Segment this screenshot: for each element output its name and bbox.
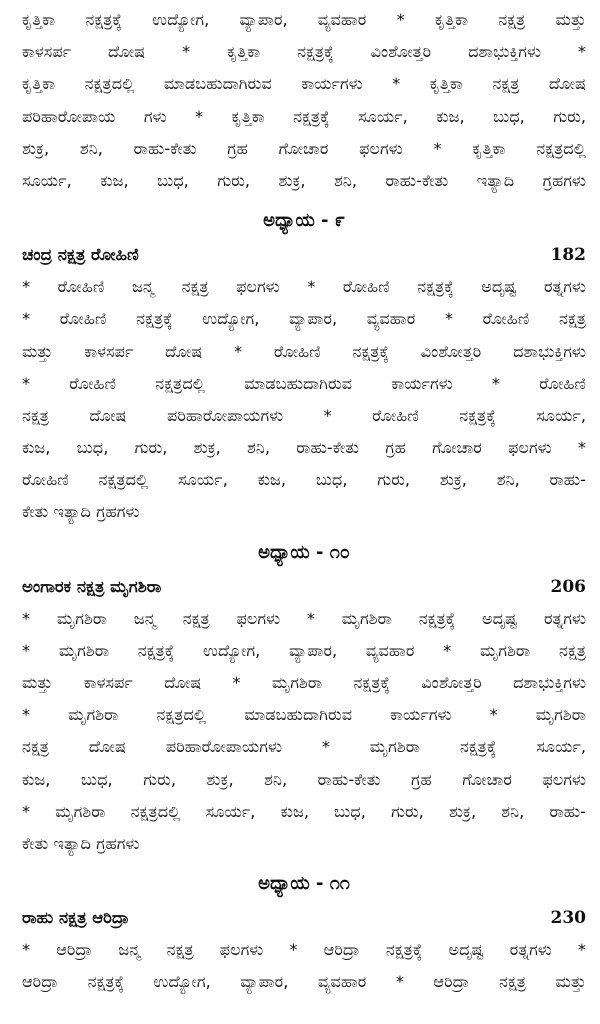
text-line: ನಕ್ಷತ್ರ ದೋಷ ಪರಿಹಾರೋಪಾಯಗಳು * ಮೃಗಶಿರಾ ನಕ್ಷತ್ರಕ್ಕೆ ಸೂರ್ಯ, (22, 737, 586, 757)
text-line: ಕೇತು ಇತ್ಯಾದಿ ಗ್ರಹಗಳು (22, 833, 140, 853)
text-line: ನಕ್ಷತ್ರ ದೋಷ ಪರಿಹಾರೋಪಾಯಗಳು * ರೋಹಿಣಿ ನಕ್ಷತ್ರಕ್ಕೆ ಸೂರ್ಯ, (22, 405, 586, 425)
section-title: ರಾಹು ನಕ್ಷತ್ರ ಆರಿದ್ರಾ (22, 908, 130, 928)
text-line: ಮತ್ತು ಕಾಳಸರ್ಪ ದೋಷ * ಮೃಗಶಿರಾ ನಕ್ಷತ್ರಕ್ಕೆ ವಿಂಶೋತ್ತರಿ ದಶಾಭುಕ್ತಿಗಳು (22, 673, 586, 692)
text-line: ಆರಿದ್ರಾ ನಕ್ಷತ್ರಕ್ಕೆ ಉದ್ಯೋಗ, ವ್ಯಾಪಾರ, ವ್ಯವಹಾರ * ಆರಿದ್ರಾ ನಕ್ಷತ್ರ ಮತ್ತು (22, 972, 586, 992)
section-title: ಅಂಗಾರಕ ನಕ್ಷತ್ರ ಮೃಗಶಿರಾ (22, 576, 162, 596)
text-line: ಕೃತ್ತಿಕಾ ನಕ್ಷತ್ರದಲ್ಲಿ ಮಾಡಬಹುದಾಗಿರುವ ಕಾರ್ಯಗಳು * ಕೃತ್ತಿಕಾ ನಕ್ಷತ್ರ ದೋಷ (22, 74, 586, 94)
text-line: * ರೋಹಿಣಿ ನಕ್ಷತ್ರಕ್ಕೆ ಉದ್ಯೋಗ, ವ್ಯಾಪಾರ, ವ್ಯವಹಾರ * ರೋಹಿಣಿ ನಕ್ಷತ್ರ (22, 309, 586, 329)
section-title-row (22, 239, 586, 271)
text-line: ಮತ್ತು ಕಾಳಸರ್ಪ ದೋಷ * ರೋಹಿಣಿ ನಕ್ಷತ್ರಕ್ಕೆ ವಿಂಶೋತ್ತರಿ ದಶಾಭುಕ್ತಿಗಳು (22, 341, 586, 361)
text-line: ಕೇತು ಇತ್ಯಾದಿ ಗ್ರಹಗಳು (22, 502, 140, 522)
chapter-9 (22, 203, 586, 529)
text-line: * ಮೃಗಶಿರಾ ನಕ್ಷತ್ರದಲ್ಲಿ ಮಾಡಬಹುದಾಗಿರುವ ಕಾರ್ಯಗಳು * ಮೃಗಶಿರಾ (22, 705, 586, 725)
page-number: 182 (550, 245, 586, 266)
text-line: ಕುಜ, ಬುಧ, ಗುರು, ಶುಕ್ರ, ಶನಿ, ರಾಹು-ಕೇತು ಗ್ರಹ ಗೋಚಾರ ಫಲಗಳು * (22, 438, 586, 458)
intro-block (22, 4, 586, 197)
page-number: 230 (550, 908, 586, 929)
text-line: ಕುಜ, ಬುಧ, ಗುರು, ಶುಕ್ರ, ಶನಿ, ರಾಹು-ಕೇತು ಗ್ರಹ ಗೋಚಾರ ಫಲಗಳು (22, 769, 586, 789)
chapter-10 (22, 535, 586, 861)
text-line: * ರೋಹಿಣಿ ಜನ್ಮ ನಕ್ಷತ್ರ ಫಲಗಳು * ರೋಹಿಣಿ ನಕ್ಷತ್ರಕ್ಕೆ ಅದೃಷ್ಟ ರತ್ನಗಳು (22, 277, 586, 297)
chapter-heading: ಅಧ್ಯಾಯ - ೧೧ (258, 873, 350, 895)
section-title-row (22, 902, 586, 934)
text-line: ಪರಿಹಾರೋಪಾಯ ಗಳು * ಕೃತ್ತಿಕಾ ನಕ್ಷತ್ರಕ್ಕೆ ಸೂರ್ಯ, ಕುಜ, ಬುಧ, ಗುರು, (22, 106, 586, 126)
chapter-heading: ಅಧ್ಯಾಯ - ೧೦ (258, 541, 350, 563)
chapter-heading: ಅಧ್ಯಾಯ - ೯ (263, 210, 345, 232)
text-line: ಸೂರ್ಯ, ಕುಜ, ಬುಧ, ಗುರು, ಶುಕ್ರ, ಶನಿ, ರಾಹು-ಕೇತು ಇತ್ಯಾದಿ ಗ್ರಹಗಳು (22, 170, 586, 190)
text-line: ಶುಕ್ರ, ಶನಿ, ರಾಹು-ಕೇತು ಗ್ರಹ ಗೋಚಾರ ಫಲಗಳು * ಕೃತ್ತಿಕಾ ನಕ್ಷತ್ರದಲ್ಲಿ (22, 138, 586, 158)
text-line: ಕೃತ್ತಿಕಾ ನಕ್ಷತ್ರಕ್ಕೆ ಉದ್ಯೋಗ, ವ್ಯಾಪಾರ, ವ್ಯವಹಾರ * ಕೃತ್ತಿಕಾ ನಕ್ಷತ್ರ ಮತ್ತು (22, 10, 586, 29)
text-line: ರೋಹಿಣಿ ನಕ್ಷತ್ರದಲ್ಲಿ ಸೂರ್ಯ, ಕುಜ, ಬುಧ, ಗುರು, ಶುಕ್ರ, ಶನಿ, ರಾಹು- (22, 470, 586, 490)
text-line: * ಮೃಗಶಿರಾ ನಕ್ಷತ್ರಕ್ಕೆ ಉದ್ಯೋಗ, ವ್ಯಾಪಾರ, ವ್ಯವಹಾರ * ಮೃಗಶಿರಾ ನಕ್ಷತ್ರ (22, 640, 586, 660)
text-line: ಕಾಳಸರ್ಪ ದೋಷ * ಕೃತ್ತಿಕಾ ನಕ್ಷತ್ರಕ್ಕೆ ವಿಂಶೋತ್ತರಿ ದಶಾಭುಕ್ತಿಗಳು * (22, 42, 586, 62)
section-title: ಚಂದ್ರ ನಕ್ಷತ್ರ ರೋಹಿಣಿ (22, 245, 139, 265)
text-line: * ಮೃಗಶಿರಾ ಜನ್ಮ ನಕ್ಷತ್ರ ಫಲಗಳು * ಮೃಗಶಿರಾ ನಕ್ಷತ್ರಕ್ಕೆ ಅದೃಷ್ಟ ರತ್ನಗಳು (22, 608, 586, 628)
section-title-row (22, 571, 586, 603)
page-number: 206 (550, 576, 586, 597)
text-line: * ಮೃಗಶಿರಾ ನಕ್ಷತ್ರದಲ್ಲಿ ಸೂರ್ಯ, ಕುಜ, ಬುಧ, ಗುರು, ಶುಕ್ರ, ಶನಿ, ರಾಹು- (22, 801, 586, 821)
text-line: * ರೋಹಿಣಿ ನಕ್ಷತ್ರದಲ್ಲಿ ಮಾಡಬಹುದಾಗಿರುವ ಕಾರ್ಯಗಳು * ರೋಹಿಣಿ (22, 373, 586, 393)
text-line: * ಆರಿದ್ರಾ ಜನ್ಮ ನಕ್ಷತ್ರ ಫಲಗಳು * ಆರಿದ್ರಾ ನಕ್ಷತ್ರಕ್ಕೆ ಅದೃಷ್ಟ ರತ್ನಗಳು * (22, 940, 586, 960)
chapter-11 (22, 866, 586, 998)
